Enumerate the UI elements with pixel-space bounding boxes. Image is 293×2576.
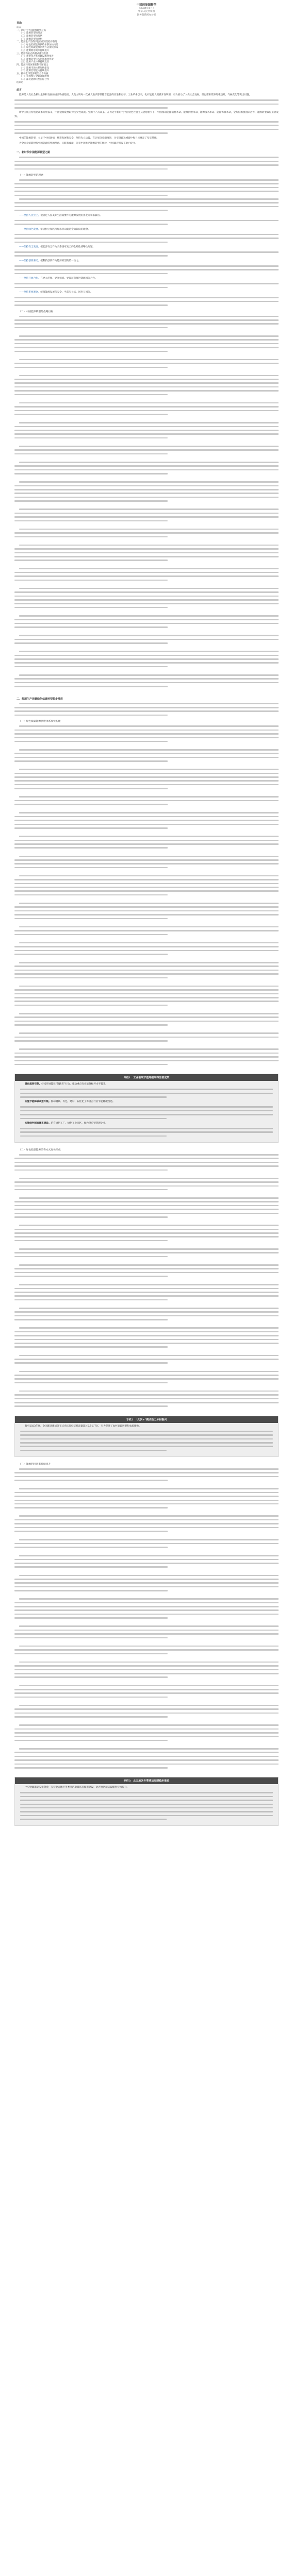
toc-item[interactable]: （二）深化能源转型国际合作	[20, 78, 50, 81]
text-block	[14, 651, 279, 667]
sidebar-box	[14, 1416, 279, 1457]
principle-lead: ——坚持系统观念。	[19, 291, 41, 294]
toc-item[interactable]: 结束语	[17, 81, 24, 84]
text-block	[14, 99, 279, 108]
box-text: 中央财政累计安排资金，支持北方地区冬季清洁取暖试点城市建设，北方地区清洁取暖率持续提升。	[25, 1786, 129, 1789]
text-block	[14, 265, 279, 274]
text-block	[14, 1308, 279, 1320]
toc-item[interactable]: 五、推动全球能源转型合作共赢	[17, 72, 48, 75]
text-block	[14, 926, 279, 935]
text-block	[14, 1327, 279, 1348]
text-block	[14, 157, 279, 170]
box-item	[20, 1082, 273, 1086]
text-block	[14, 545, 279, 561]
section-heading: 一、新时代中国能源转型之路	[17, 151, 51, 155]
text-block	[14, 283, 279, 288]
section-body	[14, 1468, 279, 1773]
text-block	[14, 529, 279, 537]
text-block	[14, 1197, 279, 1218]
text-block	[14, 402, 279, 415]
intro-paragraph: 新中国成立特别是改革开放以来，中国能源发展取得历史性成就。党的十八大以来，在习近平新时代中国特色社会主义思想指引下，中国推动能源消费革命、能源供给革命、能源技术革命、能源体制革命，全方位加强国际合作，能源转型取得显著成效。	[14, 111, 279, 118]
box-title: 专栏1 工业领域节能降碳取得显著成效	[15, 1074, 278, 1081]
text-block	[20, 1089, 273, 1097]
text-block	[14, 703, 279, 716]
publish-date: （2024年8月）	[138, 7, 155, 10]
principle-text: 把能源安全作为关系国家安全的全局性战略性问题。	[40, 245, 95, 248]
publisher: 中华人民共和国	[138, 10, 155, 13]
toc-item[interactable]: （一）绿色低碳能源供给体系加快构建	[20, 43, 58, 46]
principle-item	[14, 214, 279, 217]
text-block	[14, 1555, 279, 1568]
text-block	[14, 198, 279, 211]
principle-lead: ——坚持创新驱动。	[19, 259, 41, 262]
text-block	[14, 1598, 279, 1619]
subsection-heading: （二）中国能源转型的战略目标	[19, 310, 54, 313]
box-item-text: 培育绿色工厂、绿色工业园区、绿色供应链管理企业。	[51, 1122, 108, 1125]
principle-lead: ——坚持开放合作。	[19, 277, 41, 280]
section-body	[14, 1154, 279, 1412]
text-block	[14, 1154, 279, 1171]
text-block	[14, 1685, 279, 1698]
principle-lead: ——坚持人民至上。	[19, 214, 41, 217]
toc-item[interactable]: （三）能源转型的原则	[20, 38, 42, 41]
text-block	[14, 812, 279, 828]
text-block	[14, 1625, 279, 1638]
text-block	[14, 856, 279, 869]
intro-paragraph: 能源是人类社会赖以生存和发展的重要物质基础。人类文明每一次重大进步都伴随着能源的改进和更替。工业革命以来，化石能源大规模开发利用，有力推动了人类社会发展，但也带来资源约束趋紧、气候变化等突出问题。	[19, 94, 252, 97]
toc-item[interactable]: （二）能源转型技术创新加快突破	[20, 58, 54, 61]
toc-item[interactable]: 前言	[17, 26, 21, 29]
box-title: 专栏2 “光伏+”模式助力乡村振兴	[15, 1416, 278, 1423]
text-block	[14, 509, 279, 521]
text-block	[14, 1048, 279, 1065]
principle-item	[14, 277, 279, 280]
box-item-text: 推动钢铁、有色、建材、石化化工等重点行业节能降碳改造。	[51, 1100, 115, 1104]
principle-text: 牢固树立和践行绿水青山就是金山银山的理念。	[40, 228, 90, 231]
toc-item[interactable]: （三）能源产业体系持续完善	[20, 61, 50, 64]
text-block	[14, 234, 279, 243]
text-block	[14, 615, 279, 628]
toc-item[interactable]: 三、能源新业态新模式蓬勃发展	[17, 52, 48, 55]
text-block	[14, 316, 279, 329]
box-item-lead: 实施绿色制造体系建设。	[25, 1122, 51, 1125]
principle-item	[14, 228, 279, 231]
toc-item[interactable]: 一、新时代中国能源转型之路	[17, 29, 46, 32]
box-item	[20, 1100, 273, 1104]
toc-item[interactable]: 四、能源转型体制机制不断健全	[17, 63, 48, 66]
text-block	[20, 1106, 273, 1119]
text-block	[14, 446, 279, 454]
text-block	[14, 1391, 279, 1407]
toc-item[interactable]: （三）能源利用效率持续提升	[20, 49, 50, 52]
section-body	[14, 316, 279, 692]
intro-heading: 前言	[17, 89, 22, 92]
text-block	[14, 1488, 279, 1509]
text-block	[14, 1724, 279, 1741]
principle-item	[14, 291, 279, 294]
text-block	[14, 588, 279, 608]
sidebar-box	[14, 1777, 279, 1826]
text-block	[14, 796, 279, 805]
principle-item	[14, 245, 279, 249]
text-block	[20, 1128, 273, 1137]
principle-list	[14, 214, 279, 306]
toc-item[interactable]: （二）绿色低碳能源消费方式加快形成	[20, 46, 58, 49]
principle-text: 把满足人民美好生活需要作为能源发展的出发点和落脚点。	[40, 214, 102, 217]
publisher-office: 国务院新闻办公室	[137, 13, 156, 16]
box-item-lead: 强化能效引领。	[25, 1083, 42, 1086]
text-block	[14, 962, 279, 978]
intro-paragraph: 为全面介绍新时代中国能源转型的理念、实践和成就，分享中国推动能源转型的经验，中国政府特发布此白皮书。	[19, 142, 138, 145]
text-block	[20, 1431, 273, 1451]
subsection-heading: （三）能源利用效率持续提升	[19, 1463, 51, 1466]
text-block	[14, 749, 279, 762]
text-block	[14, 635, 279, 643]
text-block	[14, 179, 279, 196]
principle-text: 在更大范围、更宽领域、更深层次推进能源国际合作。	[40, 277, 97, 280]
text-block	[14, 297, 279, 306]
text-block	[14, 121, 279, 134]
text-block	[14, 1705, 279, 1718]
toc-item[interactable]: （一）新型电力系统建设加快推进	[20, 55, 54, 58]
subsection-heading: （二）绿色低碳能源消费方式加快形成	[19, 1149, 61, 1152]
intro-paragraph: 中国的能源转型，立足于中国国情，统筹发展和安全，坚持先立后破，有计划分步骤推进，为实现碳达峰碳中和目标奠定了坚实基础。	[19, 137, 159, 140]
text-block	[14, 1662, 279, 1678]
toc-heading: 目录	[17, 22, 22, 25]
principle-lead: ——坚持绿色发展。	[19, 228, 41, 231]
text-block	[14, 1178, 279, 1191]
principle-text: 统筹能源发展与安全、当前与长远、国内与国际。	[40, 291, 93, 294]
table-of-contents	[14, 26, 279, 84]
principle-text: 把科技创新作为能源转型的第一动力。	[40, 259, 81, 262]
box-item-lead: 实施节能降碳改造升级。	[25, 1100, 51, 1104]
toc-item[interactable]: 二、能源生产消费绿色低碳转型稳步推进	[17, 41, 58, 44]
document-title: 中国的能源转型	[136, 4, 157, 7]
text-block	[14, 375, 279, 396]
text-block	[14, 1646, 279, 1654]
text-block	[14, 986, 279, 1006]
text-block	[14, 251, 279, 257]
text-block	[14, 1225, 279, 1241]
toc-item[interactable]: （一）能源市场体系加快建设	[20, 66, 50, 70]
text-block	[14, 1264, 279, 1277]
text-block	[14, 1355, 279, 1364]
text-block	[14, 674, 279, 687]
sidebar-box	[14, 1074, 279, 1143]
box-title: 专栏3 北方地区冬季清洁取暖稳步推进	[15, 1777, 278, 1784]
text-block	[14, 769, 279, 789]
text-block	[14, 903, 279, 919]
text-block	[14, 1284, 279, 1300]
subsection-heading: （一）能源转型的理念	[19, 174, 43, 177]
toc-item[interactable]: （一）积极参与全球能源治理	[20, 75, 50, 78]
text-block	[14, 1748, 279, 1769]
section-heading: 二、能源生产消费绿色低碳转型稳步推进	[17, 697, 63, 701]
toc-item[interactable]: （二）能源治理能力持续提升	[20, 70, 50, 73]
box-item	[20, 1122, 273, 1125]
text-block	[14, 335, 279, 352]
text-block	[14, 1468, 279, 1481]
text-block	[14, 462, 279, 474]
toc-item[interactable]: （二）能源转型的战略	[20, 35, 42, 38]
text-block	[14, 1013, 279, 1026]
text-block	[14, 725, 279, 742]
box-text: 截至2023年底，全国累计建成分布式光伏发电装机容量超过2.5亿千瓦，有力促进了农村能源转型和农民增收。	[25, 1425, 141, 1428]
text-block	[14, 836, 279, 849]
text-block	[14, 1248, 279, 1257]
text-block	[14, 1575, 279, 1591]
text-block	[14, 1371, 279, 1384]
text-block	[20, 1792, 273, 1820]
toc-item[interactable]: （一）能源转型的理念	[20, 32, 42, 35]
text-block	[14, 481, 279, 502]
text-block	[14, 942, 279, 955]
text-block	[14, 875, 279, 896]
text-block	[14, 359, 279, 368]
text-block	[14, 568, 279, 581]
section-body	[14, 725, 279, 1070]
text-block	[14, 220, 279, 225]
subsection-heading: （一）绿色低碳能源供给体系加快构建	[19, 720, 61, 723]
text-block	[14, 1032, 279, 1041]
text-block	[14, 1515, 279, 1532]
box-item-text: 持续开展能效“领跑者”行动，推动重点行业能效标杆水平提升。	[41, 1083, 108, 1086]
text-block	[14, 1539, 279, 1548]
principle-item	[14, 259, 279, 263]
text-block	[14, 422, 279, 438]
principle-lead: ——坚持安全发展。	[19, 245, 41, 248]
